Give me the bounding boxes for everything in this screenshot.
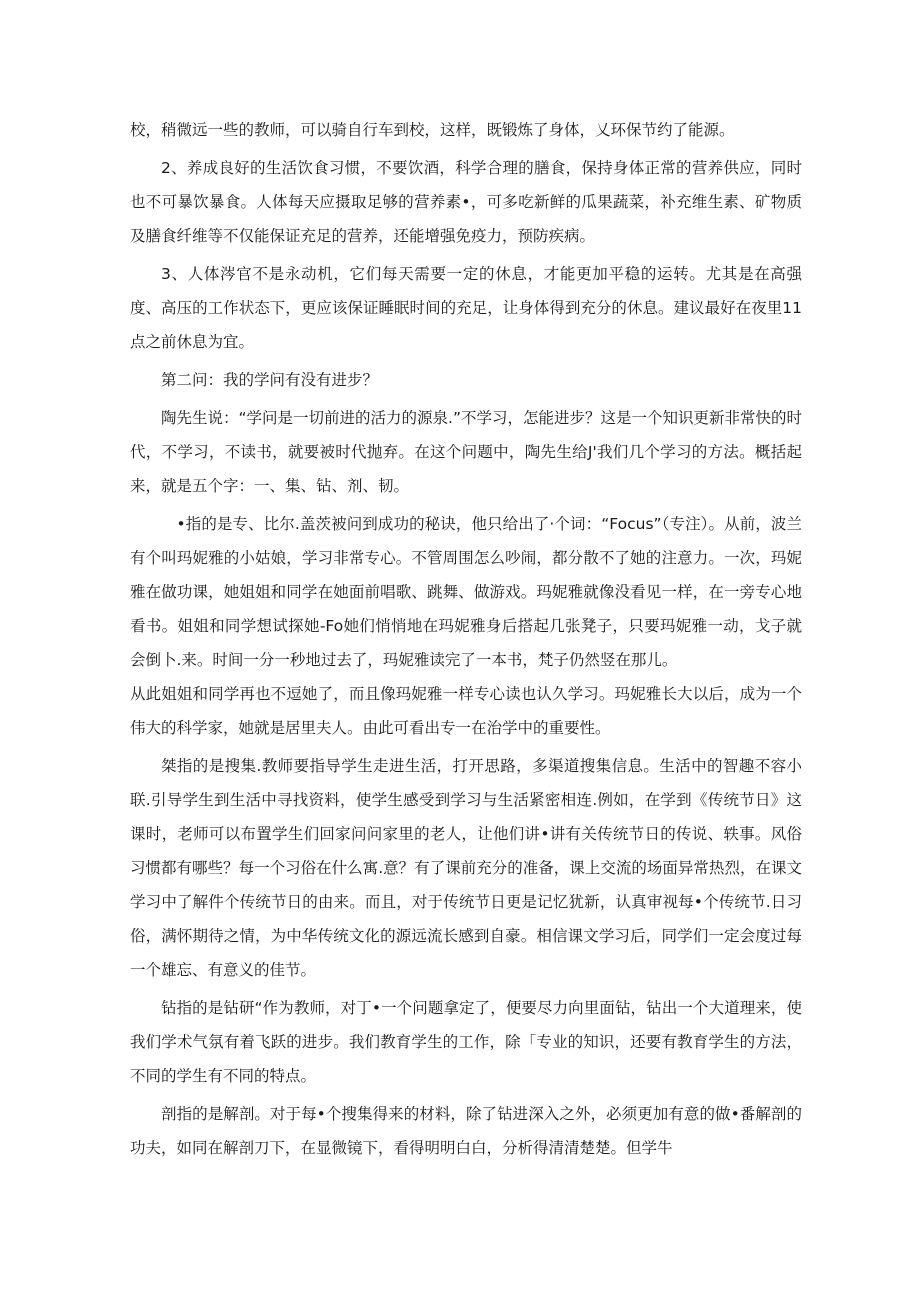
paragraph-tao-quote: 陶先生说：“学问是一切前进的活力的源泉.”不学习，怎能进步？这是一个知识更新非常快的时代，不学习，不读书，就要被时代抛弃。在这个问题中，陶先生给J'我们几个学习的方法。概括起来，就是五个字：一、集、钻、剂、韧。 bbox=[130, 409, 802, 495]
section-heading-second-question: 第二问：我的学问有没有进步？ bbox=[161, 371, 379, 389]
paragraph-research: 钻指的是钻研“作为教师，对丁•一个问题拿定了，便要尽力向里面钻，钻出一个大道理来，使我们学术气氛有着飞跃的进步。我们教育学生的工作，除「专业的知识，还要有教育学生的方法，不同的学生有不同的特点。 bbox=[130, 999, 802, 1085]
paragraph-diet-habits: 2、养成良好的生活饮食习惯，不要饮酒，科学合理的膳食，保持身体正常的营养供应，同时也不可暴饮暴食。人体每天应摄取足够的营养素•，可多吃新鲜的瓜果蔬菜，补充维生素、矿物质及膳食纤维等不仅能保证充足的营养，还能增强免疫力，预防疾病。 bbox=[130, 159, 802, 245]
paragraph-focus-story: •指的是专、比尔.盖茨被问到成功的秘诀，他只给出了·个词：“Focus”（专注）。从前，波兰有个叫玛妮雅的小姑娘，学习非常专心。不管周围怎么吵闹，都分散不了她的注意力。一次，玛妮雅在做功课，她姐姐和同学在她面前唱歌、跳舞、做游戏。玛妮雅就像没看见一样，在一旁专心地看书。姐姐和同学想试探她-Fo她们悄悄地在玛妮雅身后搭起几张凳子，只要玛妮雅一动，戈子就会倒卜.来。时间一分一秒地过去了，玛妮雅读完了一本书，梵子仍然竖在那儿。 bbox=[130, 515, 802, 669]
paragraph-collecting: 桀指的是搜集.教师要指导学生走进生活，打开思路，多渠道搜集信息。生活中的智趣不容小联.引导学生到生活中寻找资料，使学生感受到学习与生活紧密相连.例如，在学到《传统节日》这课时，老师可以布置学生们回家问问家里的老人，让他们讲•讲有关传统节日的传说、轶事。风俗习惯都有哪些？每一个习俗在什么寓.意？有了课前充分的准备，课上交流的场面异常热烈，在课文学习中了解件个传统节日的由来。而且，对于传统节日更是记忆犹新，认真审视每•个传统节.日习俗，满怀期待之情，为中华传统文化的源远流长感到自豪。相信课文学习后，同学们一定会度过每一个雄忘、有意义的佳节。 bbox=[130, 757, 802, 979]
paragraph-curie-conclusion: 从此姐姐和同学再也不逗她了，而且像玛妮雅一样专心读也认久学习。玛妮雅长大以后，成为一个伟大的科学家，她就是居里夫人。由此可看出专一在治学中的重要性。 bbox=[130, 685, 802, 737]
paragraph-rest-sleep: 3、人体涔官不是永动机，它们每天需要一定的休息，才能更加平稳的运转。尤其是在高强度、高压的工作状态下，更应该保证睡眠时间的充足，让身体得到充分的休息。建议最好在夜里11点之前休息为宜。 bbox=[130, 265, 802, 351]
paragraph-analysis: 剖指的是解剖。对于每•个搜集得来的材料，除了钻进深入之外，必须更加有意的做•番解剖的功夫，如同在解剖刀下，在显微镜下，看得明明白白，分析得清清楚楚。但学牛 bbox=[130, 1105, 802, 1157]
paragraph-exercise-commute: 校，稍微远一些的教师，可以骑自行车到校，这样，既锻炼了身体，乂环保节约了能源。 bbox=[130, 121, 735, 139]
document-body bbox=[130, 113, 802, 1169]
